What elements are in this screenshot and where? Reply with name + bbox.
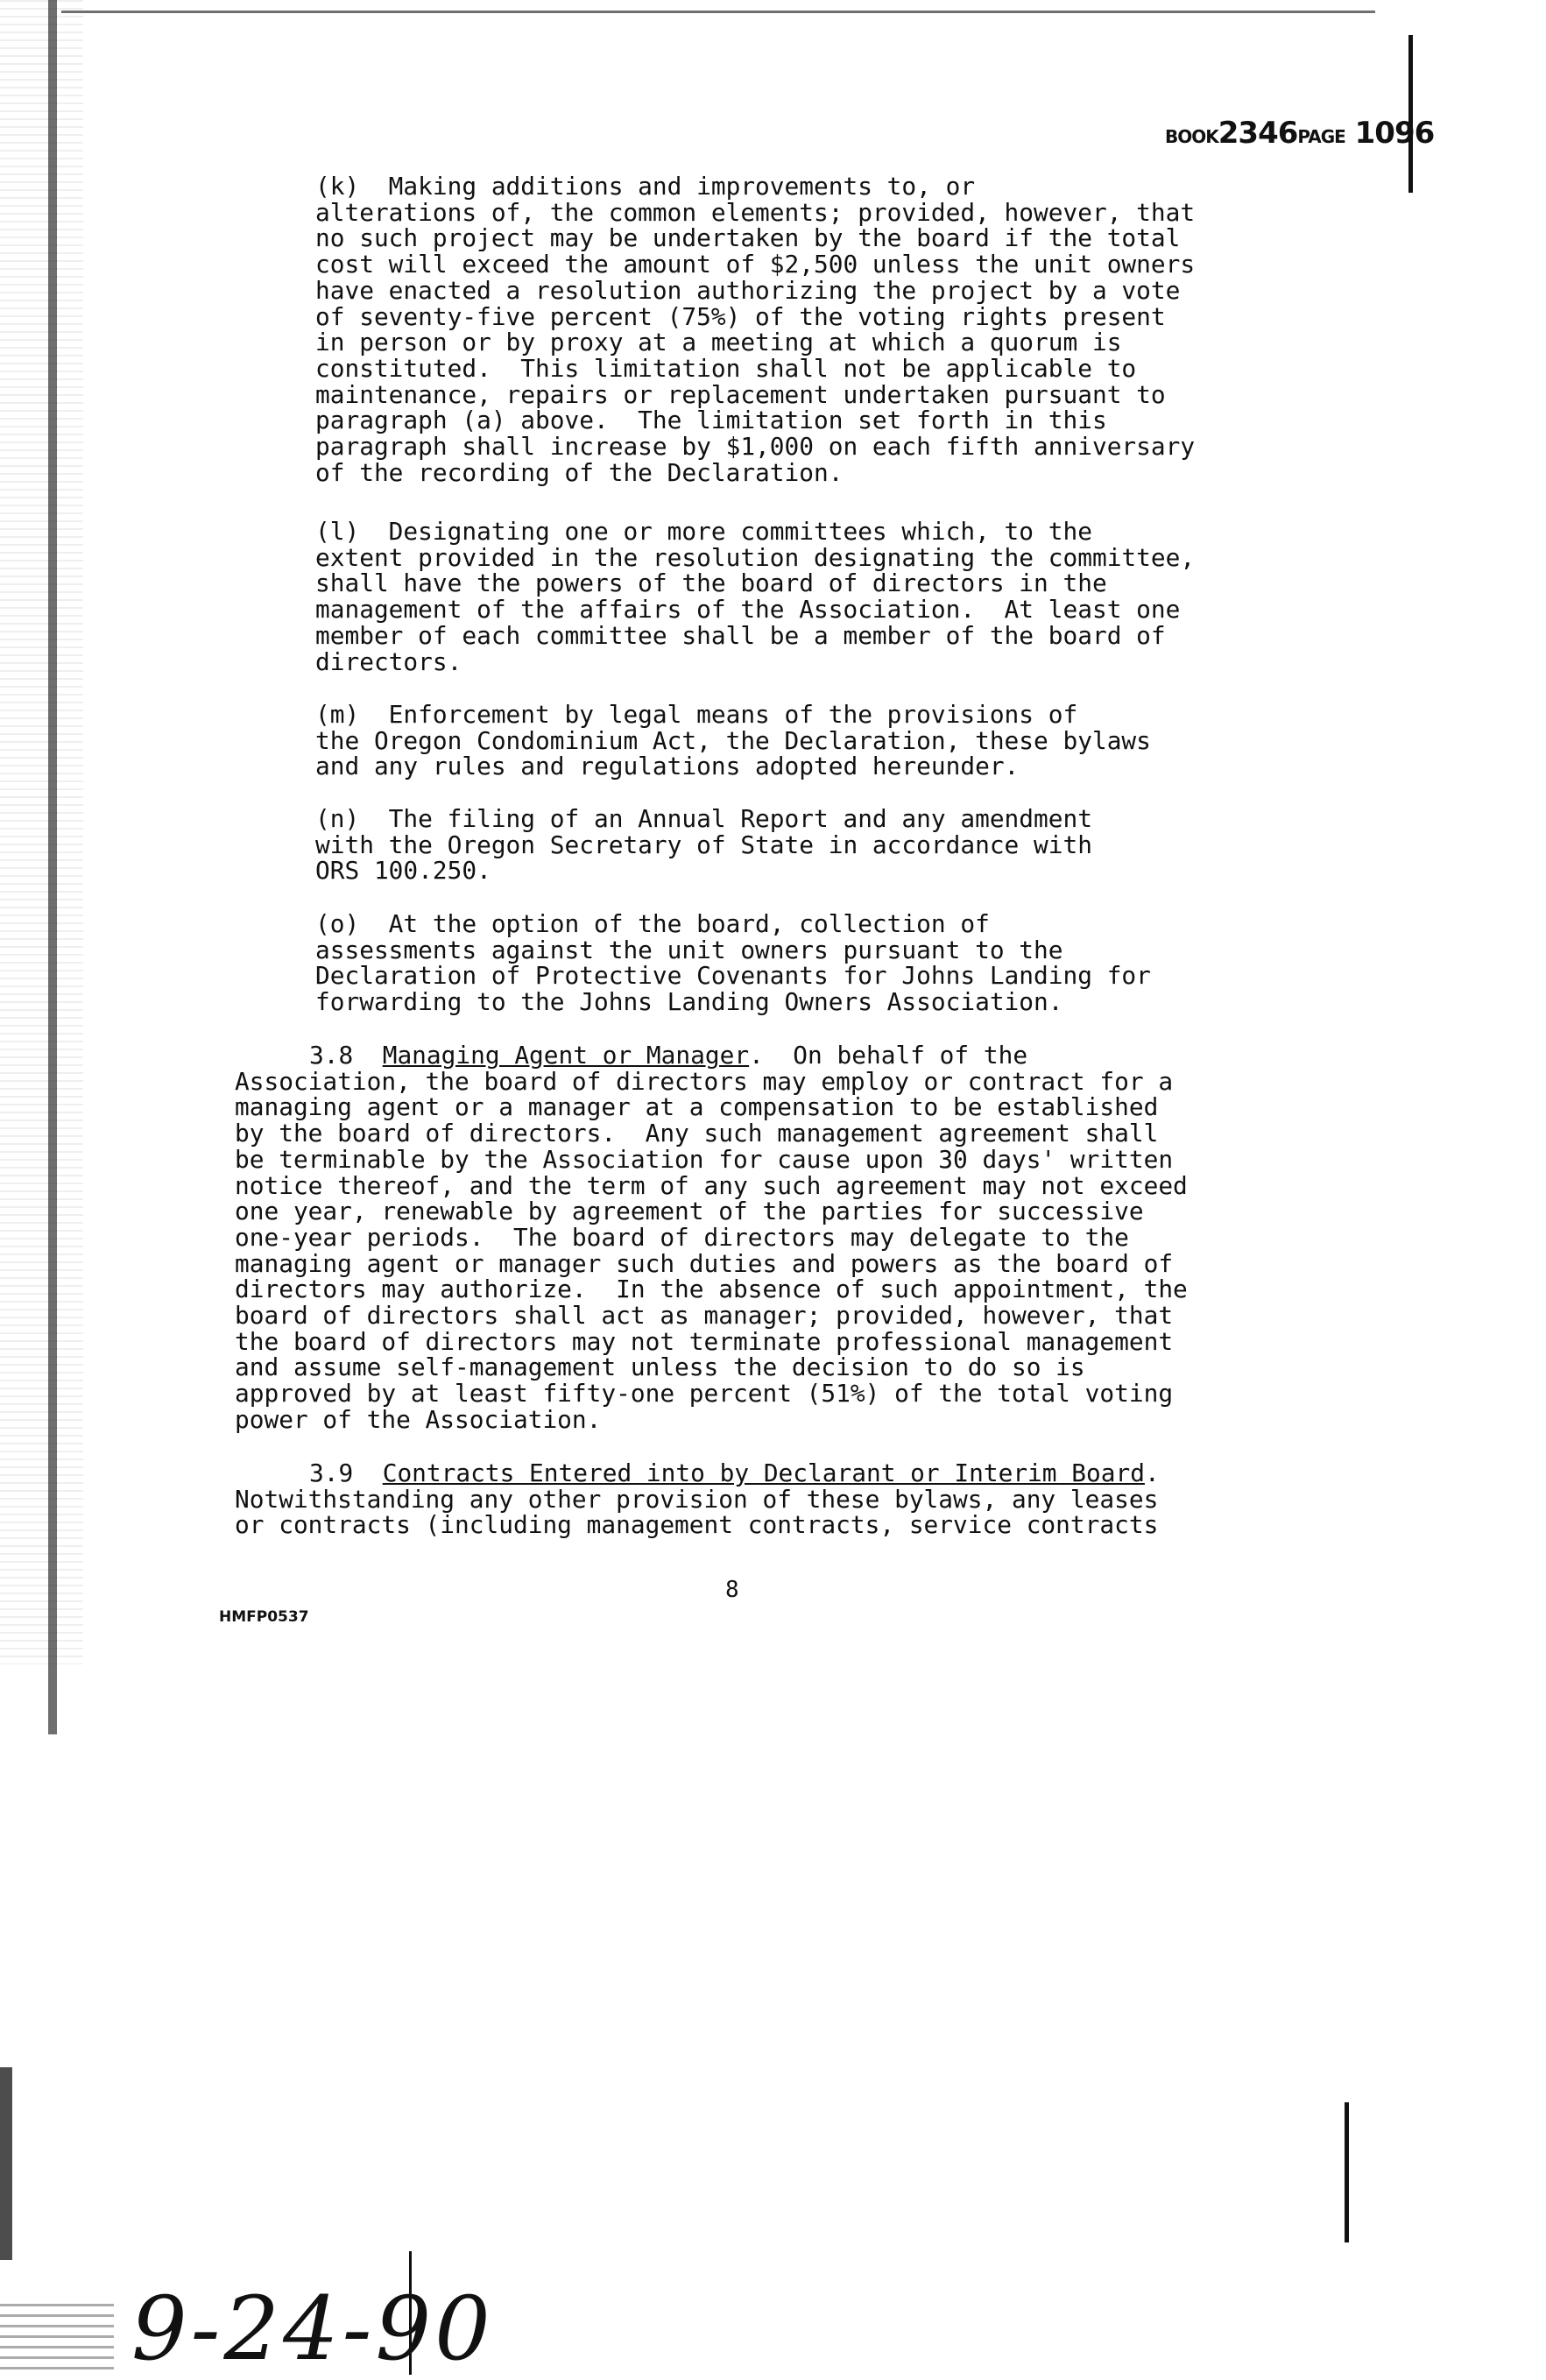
record-page-number: 1096 [1354, 116, 1435, 151]
paragraph-m: (m) Enforcement by legal means of the provisions of the Oregon Condominium Act, the Declaration, these bylaws and any rules and regulations adopted hereunder. [315, 700, 1151, 781]
book-page-stamp [1165, 116, 1434, 151]
handwritten-date: 9-24-90 [131, 2278, 494, 2380]
book-label: BOOK [1165, 126, 1218, 147]
page-label: PAGE [1297, 126, 1345, 147]
scan-right-mark-lower [1345, 2102, 1349, 2242]
book-number: 2346 [1218, 116, 1298, 151]
section-3-9-number: 3.9 [309, 1458, 354, 1487]
paragraph-l: (l) Designating one or more committees which, to the extent provided in the resolution designating the committee, shall have the powers of the board of directors in the management of the affairs of the Association. At least one member of each committee shall be a member of the board of directors. [315, 517, 1196, 676]
paragraph-o: (o) At the option of the board, collection of assessments against the unit owners pursuant to the Declaration of Protective Covenants for Johns Landing for forwarding to the Johns Landing Owners Association. [315, 909, 1151, 1017]
document-code: HMFP0537 [219, 1608, 309, 1626]
paragraph-n: (n) The filing of an Annual Report and any amendment with the Oregon Secretary of State in accordance with ORS 100.250. [315, 804, 1092, 886]
section-3-9-body: Notwithstanding any other provision of these bylaws, any leases or contracts (including management contracts, service contracts [235, 1484, 1159, 1540]
section-3-9-title: Contracts Entered into by Declarant or Interim Board [382, 1458, 1145, 1487]
page-number: 8 [725, 1577, 739, 1603]
scan-top-rule [61, 11, 1375, 13]
scan-edge-noise [0, 0, 83, 1664]
section-3-9 [235, 1460, 1160, 1538]
scan-right-mark [1408, 35, 1413, 193]
scan-bottom-lines [0, 2304, 114, 2375]
section-3-8-title: Managing Agent or Manager [382, 1041, 750, 1070]
section-3-8-body: Association, the board of directors may employ or contract for a managing agent or a manager at a compensation to be established by the board of directors. Any such management agreement shall be terminable by the Association for cause upon 30 days' written notice thereof, and the term of any such agreement may not exceed one year, renewable by agreement of the parties for successive one-year periods. The board of directors may delegate to the managing agent or manager such duties and powers as the board of directors may authorize. In the absence of such appointment, the board of directors shall act as manager; provided, however, that the board of directors may not terminate professional management and assume self-management unless the decision to do so is approved by at least fifty-one percent (51%) of the total voting power of the Association. [235, 1066, 1188, 1434]
section-3-8-number: 3.8 [309, 1041, 354, 1070]
section-3-9-first-line: . [1144, 1458, 1160, 1487]
section-3-8 [235, 1042, 1188, 1433]
section-3-8-first-line: . On behalf of the [749, 1041, 1028, 1070]
scan-edge-line [48, 0, 57, 1734]
scan-bottom-bracket [0, 2067, 12, 2260]
paragraph-k: (k) Making additions and improvements to, or alterations of, the common elements; provided, however, that no such project may be undertaken by the board if the total cost will exceed the amount of $2,500 unless the unit owners have enacted a resolution authorizing the project by a vote of seventy-five percent (75%) of the voting rights present in person or by proxy at a meeting at which a quorum is constituted. This limitation shall not be applicable to maintenance, repairs or replacement undertaken pursuant to paragraph (a) above. The limitation set forth in this paragraph shall increase by $1,000 on each fifth anniversary of the recording of the Declaration. [315, 172, 1196, 487]
